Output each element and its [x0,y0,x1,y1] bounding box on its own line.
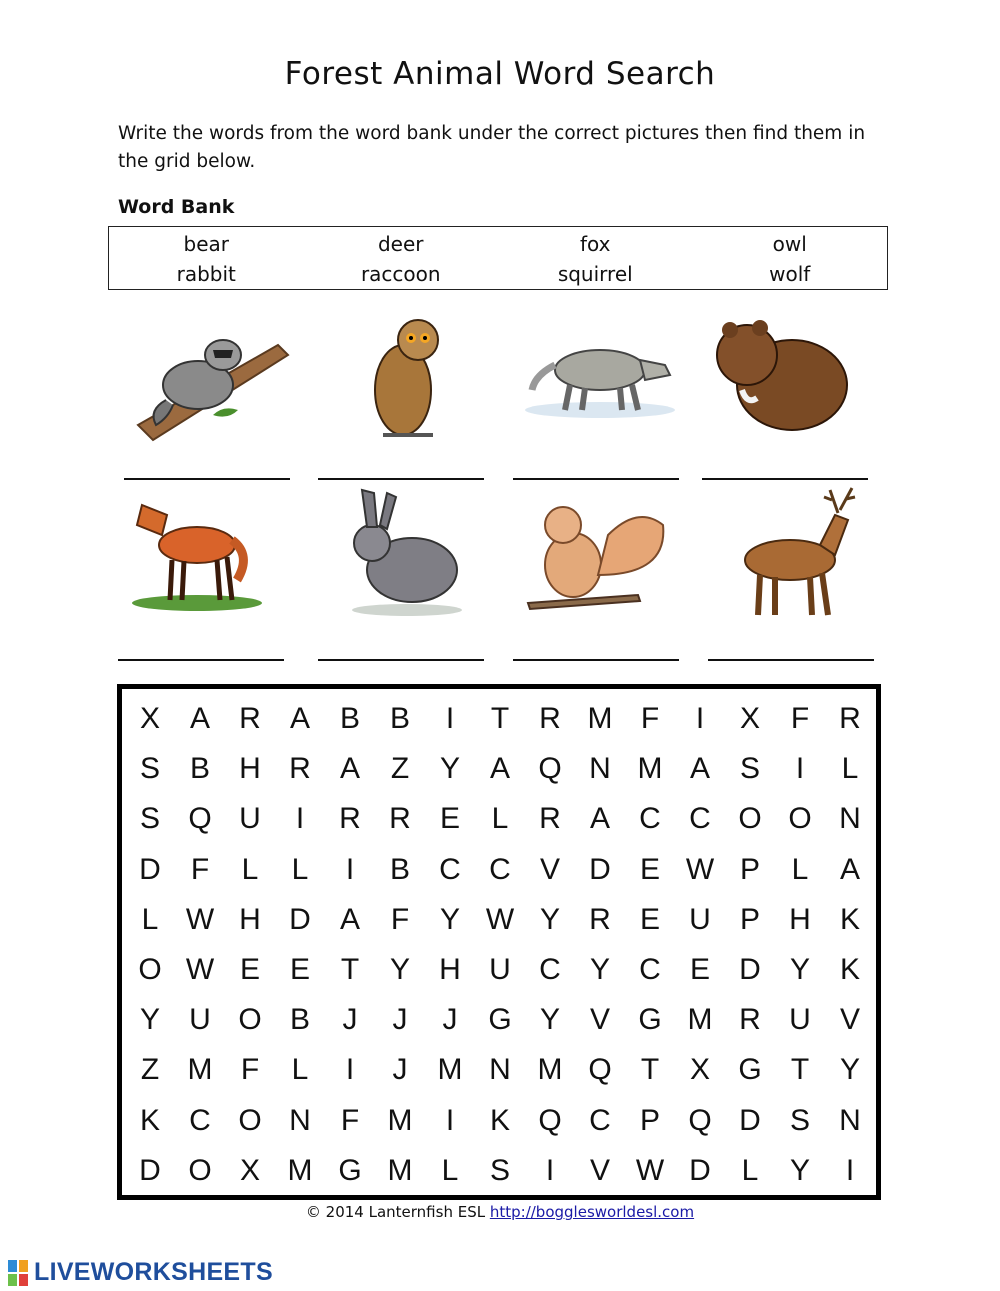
grid-letter[interactable]: K [139,1103,160,1137]
grid-letter[interactable]: B [339,702,360,735]
grid-letter[interactable]: S [489,1153,510,1187]
grid-letter[interactable]: D [139,1153,161,1187]
grid-letter[interactable]: M [587,702,613,735]
liveworksheets-logo-icon [8,1260,30,1286]
grid-letter[interactable]: I [345,852,355,886]
grid-letter[interactable]: W [185,952,215,986]
word-bank-item: bear [183,232,229,256]
grid-letter[interactable]: L [741,1153,759,1187]
grid-letter[interactable]: D [739,952,761,986]
answer-line[interactable] [118,659,284,661]
grid-letter[interactable]: W [485,902,515,936]
grid-letter[interactable]: I [545,1153,555,1187]
grid-letter[interactable]: S [739,752,760,786]
grid-letter[interactable]: S [789,1103,810,1137]
grid-letter[interactable]: W [685,852,715,886]
grid-letter[interactable]: J [442,1003,458,1037]
grid-letter[interactable]: Q [188,802,212,836]
grid-letter[interactable]: A [589,802,610,836]
grid-letter[interactable]: Q [588,1053,612,1087]
word-search-grid [125,694,875,1196]
grid-letter[interactable]: E [439,802,460,836]
grid-letter[interactable]: Q [688,1103,712,1137]
grid-letter[interactable]: R [289,752,311,786]
grid-letter[interactable]: B [389,852,410,886]
answer-line[interactable] [318,659,484,661]
grid-letter[interactable]: I [695,702,705,735]
grid-letter[interactable]: R [589,902,611,936]
grid-letter[interactable]: R [539,802,561,836]
grid-letter[interactable]: R [339,802,361,836]
grid-letter[interactable]: F [190,852,210,886]
grid-letter[interactable]: Y [539,902,560,936]
grid-letter[interactable]: S [139,802,160,836]
rabbit-icon [322,485,492,625]
grid-letter[interactable]: O [738,802,762,836]
grid-letter[interactable]: G [338,1153,362,1187]
grid-letter[interactable]: V [589,1153,610,1187]
grid-letter[interactable]: M [537,1053,563,1087]
grid-letter[interactable]: T [640,1053,660,1087]
grid-letter[interactable]: R [839,702,861,735]
grid-letter[interactable]: M [687,1003,713,1037]
owl-icon [323,310,493,450]
grid-letter[interactable]: C [639,802,661,836]
grid-letter[interactable]: U [789,1003,811,1037]
grid-letter[interactable]: D [689,1153,711,1187]
grid-letter[interactable]: U [189,1003,211,1037]
answer-line[interactable] [124,478,290,480]
word-bank-item: owl [772,232,807,256]
footer-link[interactable]: http://bogglesworldesl.com [489,1203,695,1221]
word-bank-item: fox [580,232,611,256]
grid-letter[interactable]: T [790,1053,810,1087]
grid-letter[interactable]: C [539,952,561,986]
grid-letter[interactable]: F [640,702,660,735]
copyright: © 2014 Lanternfish ESL [305,1203,486,1221]
grid-letter[interactable]: I [445,1103,455,1137]
word-bank-item: deer [377,232,424,256]
grid-letter[interactable]: M [387,1103,413,1137]
grid-letter[interactable]: I [845,1153,855,1187]
grid-letter[interactable]: F [390,902,410,936]
grid-letter[interactable]: E [239,952,260,986]
grid-letter[interactable]: L [491,802,509,836]
grid-letter[interactable]: B [289,1003,310,1037]
grid-letter[interactable]: A [339,752,360,786]
grid-letter[interactable]: Y [439,752,460,786]
grid-letter[interactable]: C [489,852,511,886]
grid-letter[interactable]: N [289,1103,311,1137]
grid-letter[interactable]: W [185,902,215,936]
grid-letter[interactable]: C [589,1103,611,1137]
grid-letter[interactable]: O [788,802,812,836]
grid-letter[interactable]: L [291,852,309,886]
grid-letter[interactable]: H [439,952,461,986]
grid-letter[interactable]: K [489,1103,510,1137]
grid-letter[interactable]: F [340,1103,360,1137]
word-bank [108,226,888,290]
grid-letter[interactable]: T [490,702,510,735]
grid-letter[interactable]: D [139,852,161,886]
grid-letter[interactable]: Q [538,752,562,786]
grid-letter[interactable]: C [439,852,461,886]
grid-letter[interactable]: M [287,1153,313,1187]
grid-letter[interactable]: P [739,902,760,936]
grid-letter[interactable]: A [339,902,360,936]
grid-letter[interactable]: L [841,752,859,786]
grid-letter[interactable]: M [387,1153,413,1187]
grid-letter[interactable]: O [238,1103,262,1137]
grid-letter[interactable]: Z [140,1053,160,1087]
wolf-icon [520,310,690,450]
grid-letter[interactable]: K [839,952,860,986]
grid-letter[interactable]: Q [538,1103,562,1137]
grid-letter[interactable]: Y [589,952,610,986]
raccoon-icon [128,310,298,450]
grid-letter[interactable]: Y [439,902,460,936]
answer-line[interactable] [513,478,679,480]
grid-letter[interactable]: D [289,902,311,936]
squirrel-icon [518,485,688,625]
grid-letter[interactable]: N [589,752,611,786]
grid-letter[interactable]: P [739,852,760,886]
grid-letter[interactable]: J [392,1053,408,1087]
grid-letter[interactable]: N [489,1053,511,1087]
grid-letter[interactable]: J [342,1003,358,1037]
grid-letter[interactable]: H [789,902,811,936]
grid-letter[interactable]: H [239,752,261,786]
grid-letter[interactable]: V [839,1003,860,1037]
page-title: Forest Animal Word Search [284,56,716,92]
grid-letter[interactable]: U [489,952,511,986]
deer-icon [720,485,890,625]
grid-letter[interactable]: R [239,702,261,735]
grid-letter[interactable]: E [639,902,660,936]
grid-letter[interactable]: B [189,752,210,786]
word-bank-item: raccoon [360,262,441,286]
grid-letter[interactable]: G [488,1003,512,1037]
grid-letter[interactable]: I [295,802,305,836]
grid-letter[interactable]: W [635,1153,665,1187]
grid-letter[interactable]: M [437,1053,463,1087]
bear-icon [702,310,872,450]
instructions: Write the words from the word bank under the correct pictures then find them in the grid below. [118,123,866,172]
grid-letter[interactable]: A [839,852,860,886]
grid-letter[interactable]: C [689,802,711,836]
grid-letter[interactable]: R [739,1003,761,1037]
grid-letter[interactable]: S [139,752,160,786]
grid-letter[interactable]: O [238,1003,262,1037]
grid-letter[interactable]: K [839,902,860,936]
grid-letter[interactable]: I [795,752,805,786]
grid-letter[interactable]: F [790,702,810,735]
grid-letter[interactable]: A [189,702,210,735]
answer-line[interactable] [318,478,484,480]
footer [0,1203,1000,1221]
grid-letter[interactable]: E [639,852,660,886]
grid-letter[interactable]: L [241,852,259,886]
grid-letter[interactable]: G [738,1053,762,1087]
grid-letter[interactable]: E [289,952,310,986]
grid-letter[interactable]: Y [139,1003,160,1037]
grid-letter[interactable]: J [392,1003,408,1037]
grid-letter[interactable]: P [639,1103,660,1137]
grid-letter[interactable]: Y [839,1053,860,1087]
grid-letter[interactable]: R [389,802,411,836]
fox-icon [122,485,292,625]
grid-letter[interactable]: X [239,1153,260,1187]
grid-letter[interactable]: Z [390,752,410,786]
grid-letter[interactable]: G [638,1003,662,1037]
grid-letter[interactable]: Y [539,1003,560,1037]
answer-line[interactable] [513,659,679,661]
grid-letter[interactable]: O [138,952,162,986]
grid-letter[interactable]: R [539,702,561,735]
grid-letter[interactable]: I [345,1053,355,1087]
grid-letter[interactable]: X [689,1053,710,1087]
brand-name: LIVEWORKSHEETS [34,1258,273,1286]
grid-letter[interactable]: X [739,702,760,735]
grid-letter[interactable]: M [637,752,663,786]
grid-letter[interactable]: O [188,1153,212,1187]
grid-letter[interactable]: N [839,1103,861,1137]
grid-letter[interactable]: T [340,952,360,986]
word-bank-item: squirrel [557,262,633,286]
answer-line[interactable] [708,659,874,661]
grid-letter[interactable]: A [489,752,510,786]
word-bank-item: rabbit [176,262,236,286]
word-bank-item: wolf [769,262,811,286]
grid-letter[interactable]: Y [789,952,810,986]
answer-line[interactable] [702,478,868,480]
grid-letter[interactable]: Y [389,952,410,986]
brand-logo[interactable] [8,1258,273,1287]
grid-letter[interactable]: L [441,1153,459,1187]
grid-letter[interactable]: U [239,802,261,836]
grid-letter[interactable]: B [389,702,410,735]
grid-letter[interactable]: D [739,1103,761,1137]
grid-letter[interactable]: L [791,852,809,886]
grid-letter[interactable]: L [141,902,159,936]
grid-letter[interactable]: U [689,902,711,936]
grid-letter[interactable]: A [289,702,310,735]
word-bank-heading: Word Bank [118,196,235,218]
grid-letter[interactable]: H [239,902,261,936]
grid-letter[interactable]: Y [789,1153,810,1187]
grid-letter[interactable]: C [189,1103,211,1137]
grid-letter[interactable]: N [839,802,861,836]
grid-letter[interactable]: V [589,1003,610,1037]
grid-letter[interactable]: A [689,752,710,786]
grid-letter[interactable]: X [139,702,160,735]
grid-letter[interactable]: D [589,852,611,886]
grid-letter[interactable]: L [291,1053,309,1087]
grid-letter[interactable]: E [689,952,710,986]
grid-letter[interactable]: I [445,702,455,735]
grid-letter[interactable]: F [240,1053,260,1087]
grid-letter[interactable]: M [187,1053,213,1087]
grid-letter[interactable]: V [539,852,560,886]
grid-letter[interactable]: C [639,952,661,986]
